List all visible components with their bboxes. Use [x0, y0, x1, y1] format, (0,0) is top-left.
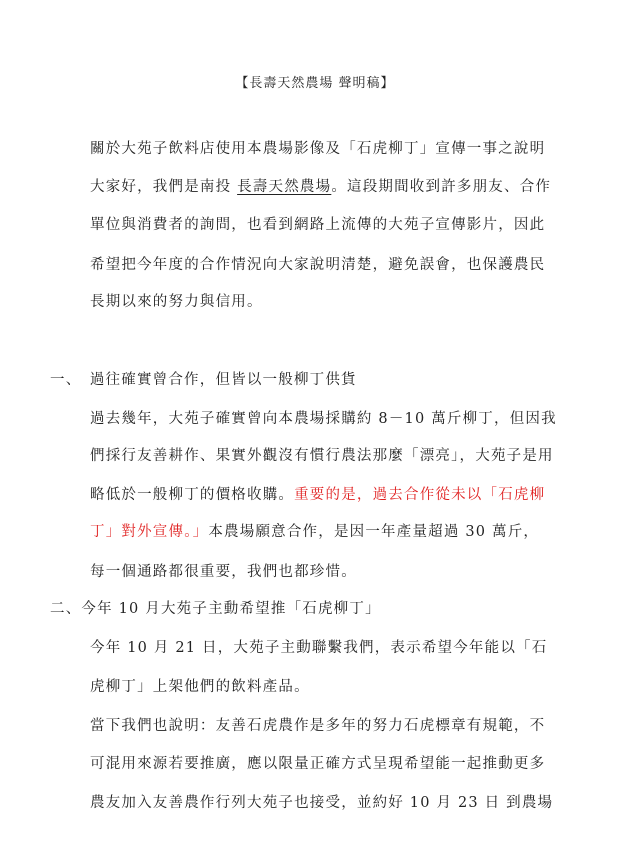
- intro-line-2-pre: 大家好，我們是南投: [90, 179, 238, 195]
- section-2-line-4: 可混用來源若要推廣，應以限量正確方式呈現希望能一起推動更多: [90, 756, 546, 772]
- section-1-line-3: [90, 485, 545, 505]
- section-1-heading: 一、 過往確實曾合作，但皆以一般柳丁供貨: [50, 372, 357, 388]
- section-1-line-2: 們採行友善耕作、果實外觀沒有慣行農法那麼「漂亮」，大苑子是用: [90, 448, 554, 464]
- section-1-highlight-start: 重要的是，過去合作從未以「石虎柳: [294, 487, 546, 503]
- section-1-line-5: 每一個通路都很重要，我們也都珍惜。: [90, 564, 357, 580]
- section-2-line-1: 今年 10 月 21 日，大苑子主動聯繫我們，表示希望今年能以「石: [90, 640, 548, 656]
- section-2-line-3: 當下我們也說明：友善石虎農作是多年的努力石虎標章有規範，不: [90, 718, 546, 734]
- section-1-line-4-text: 本農場願意合作，是因一年產量超過 30 萬斤，: [208, 524, 540, 540]
- section-2-line-5: 農友加入友善農作行列大苑子也接受，並約好 10 月 23 日 到農場: [90, 795, 554, 811]
- section-2-line-2: 虎柳丁」上架他們的飲料產品。: [90, 679, 310, 695]
- intro-line-1: 關於大苑子飲料店使用本農場影像及「石虎柳丁」宣傳一事之說明: [90, 141, 546, 157]
- intro-line-3: 單位與消費者的詢問，也看到網路上流傳的大苑子宣傳影片，因此: [90, 217, 546, 233]
- section-1-line-4: [90, 522, 539, 542]
- section-1-line-3-text: 略低於一般柳丁的價格收購。: [90, 487, 295, 503]
- section-2-heading: 二、今年 10 月大苑子主動希望推「石虎柳丁」: [50, 601, 381, 617]
- intro-line-4: 希望把今年度的合作情況向大家說明清楚，避免誤會，也保護農民: [90, 257, 546, 273]
- document-title: 【長壽天然農場 聲明稿】: [235, 76, 395, 91]
- intro-line-2: [90, 177, 551, 197]
- intro-line-2-post: 。這段期間收到許多朋友、合作: [331, 179, 552, 195]
- intro-line-5: 長期以來的努力與信用。: [90, 294, 263, 310]
- farm-name: 長壽天然農場: [237, 179, 332, 195]
- section-1-line-1: 過去幾年，大苑子確實曾向本農場採購約 8－10 萬斤柳丁，但因我: [90, 411, 557, 427]
- section-1-highlight-end: 丁」對外宣傳。」: [90, 524, 209, 540]
